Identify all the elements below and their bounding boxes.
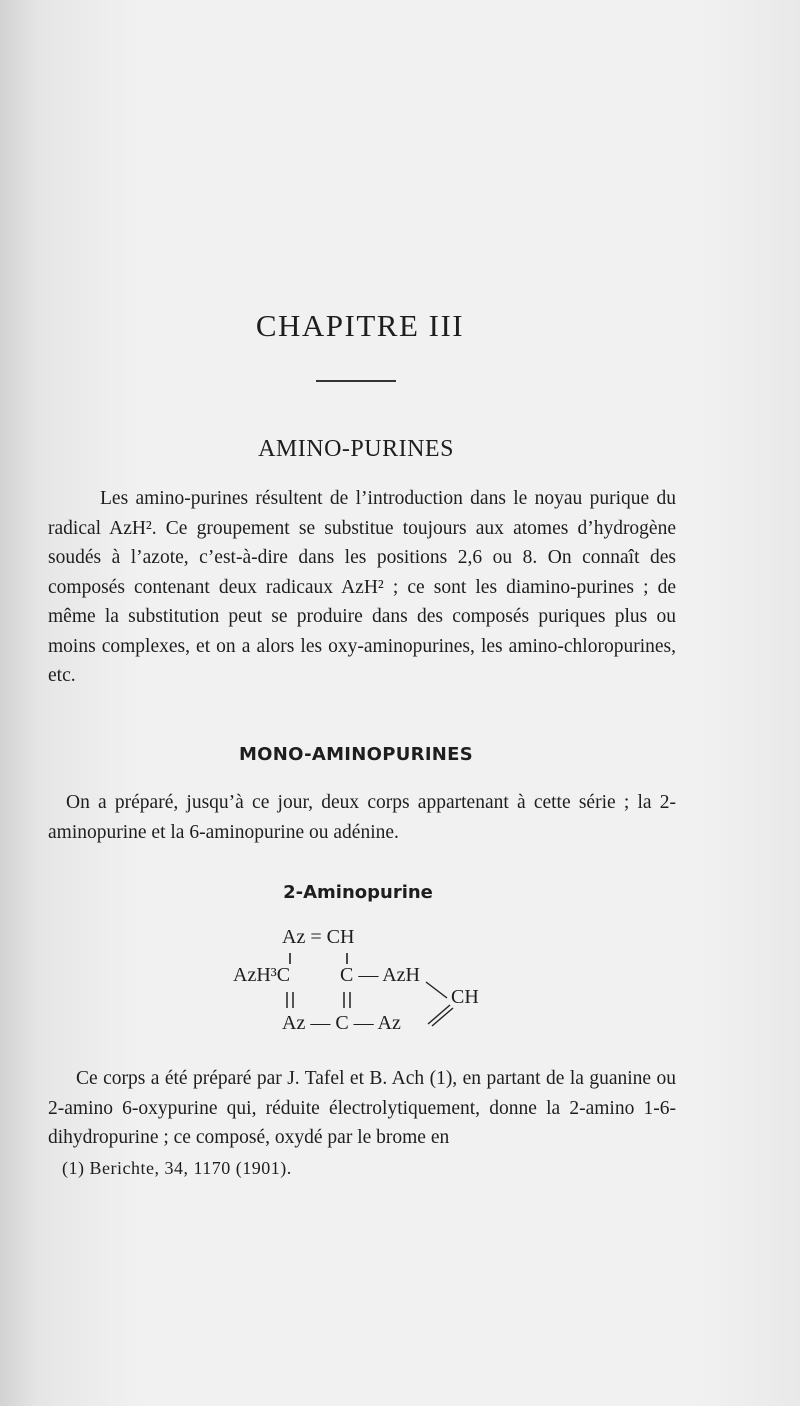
- formula-bonds: [200, 920, 520, 1040]
- compound-title: 2-Aminopurine: [283, 882, 433, 903]
- subsection-paragraph-text: On a préparé, jusqu’à ce jour, deux corps appartenant à cette série ; la 2-aminopurine et la 6-aminopurine ou adénine.: [48, 792, 676, 843]
- title-divider: [316, 380, 396, 382]
- compound-paragraph: [48, 1064, 676, 1153]
- structural-formula: [200, 920, 520, 1040]
- bond-to-ch-upper: [426, 982, 447, 998]
- formula-row1: Az = CH: [282, 926, 355, 948]
- footnote: (1) Berichte, 34, 1170 (1901).: [62, 1158, 292, 1178]
- subsection-paragraph: [48, 788, 676, 847]
- intro-paragraph-text: Les amino-purines résultent de l’introduction dans le noyau purique du radical AzH². Ce groupement se substitue toujours aux atomes d’hydrogène soudés à l’azote, c’est-à-dire dans les positions 2,6 ou 8. On connaît des composés contenant deux radicaux AzH² ; ce sont les diamino-purines ; de même la substitution peut se produire dans des composés puriques plus ou moins complexes, et on a alors les oxy-aminopurines, les amino-chloropurines, etc.: [48, 488, 676, 686]
- subsection-title: MONO-AMINOPURINES: [238, 744, 474, 765]
- chapter-title: CHAPITRE III: [255, 308, 465, 343]
- formula-row2-right: C — AzH: [340, 964, 420, 986]
- formula-row2-left: AzH³C: [233, 964, 291, 986]
- formula-row3-right: CH: [451, 986, 479, 1008]
- compound-paragraph-text: Ce corps a été préparé par J. Tafel et B. Ach (1), en partant de la guanine ou 2-amino 6-oxypurine qui, réduite électrolytiquement, donne la 2-amino 1-6-dihydropurine ; ce composé, oxydé par le brome en: [48, 1068, 676, 1148]
- intro-paragraph: [48, 484, 676, 691]
- bond-to-ch-lower-a: [428, 1005, 450, 1024]
- section-title: AMINO-PURINES: [258, 436, 454, 462]
- formula-row4: Az — C — Az: [282, 1012, 401, 1034]
